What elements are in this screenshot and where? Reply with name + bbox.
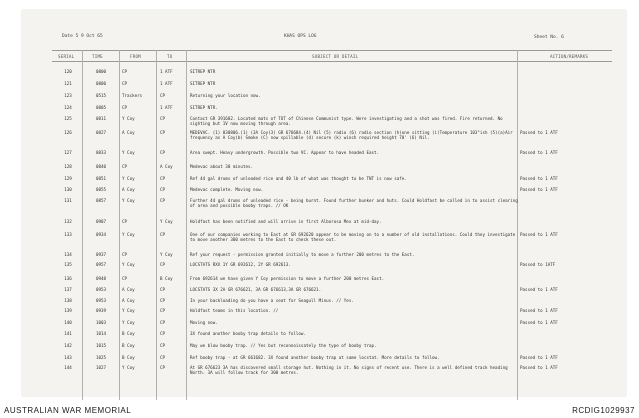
from-cell: Y Coy: [122, 198, 135, 203]
time-cell: 0855: [95, 187, 107, 192]
from-cell: B Coy: [122, 343, 135, 348]
detail-cell: MEDEVAC. (1) 030806.(1) (3A Coy(3) GR 676684.(4) Nil (5) radio (6) radio section (h)one sitting (i)Temperature 103°ish (5)(a)Air frequency as A Coy(b) Smoke (C) now spillable (d) secure (k) winch required height 70' (6) Nil.: [190, 130, 513, 141]
time-cell: 0907: [95, 219, 107, 224]
time-cell: 0827: [95, 130, 107, 135]
from-cell: Y Coy: [122, 262, 135, 267]
detail-cell: Ref your request - permission granted initially to move a further 200 metres to the East.: [190, 252, 415, 257]
action-cell: Passed to 1 ATF: [520, 320, 558, 325]
action-cell: Passed to 1ATF: [520, 262, 556, 267]
time-cell: 0937: [95, 252, 107, 257]
col-header-to: TO: [167, 54, 173, 59]
detail-cell: May we blow booby trap. // Yes but reconnoissately the type of booby trap.: [190, 343, 377, 348]
detail-cell: One of our companies working to East at GR 692620 appear to be moving on to a number of old installations. Could they investigate to move another 300 metres to the East to check these out.: [190, 232, 516, 243]
col-divider: [156, 50, 157, 400]
time-cell: 0811: [95, 116, 107, 121]
to-cell: Y Coy: [160, 252, 173, 257]
serial-cell: 134: [64, 252, 72, 257]
from-cell: CP: [122, 219, 128, 224]
time-cell: 1003: [95, 320, 107, 325]
to-cell: 1 ATF: [160, 69, 173, 74]
serial-cell: 144: [64, 365, 72, 370]
date-label: Date: [62, 34, 73, 39]
serial-cell: 135: [64, 262, 72, 267]
time-cell: 0957: [95, 262, 107, 267]
serial-cell: 120: [64, 69, 72, 74]
action-cell: Passed to 1 ATF: [520, 308, 558, 313]
to-cell: 1 ATF: [160, 105, 173, 110]
action-cell: Passed to 1 ATF: [520, 365, 558, 370]
serial-cell: 136: [64, 276, 72, 281]
from-cell: A Coy: [122, 130, 135, 135]
serial-cell: 139: [64, 308, 72, 313]
sheet-label: Sheet No.: [534, 35, 559, 40]
detail-cell: SITREP NTR: [190, 69, 216, 74]
col-header-subject: SUBJECT OR DETAIL: [312, 54, 359, 59]
from-cell: B Coy: [122, 355, 135, 360]
col-divider: [82, 50, 83, 400]
detail-cell: SITREP NTR: [190, 81, 216, 86]
footer-left: AUSTRALIAN WAR MEMORIAL: [4, 406, 132, 415]
serial-cell: 142: [64, 343, 72, 348]
time-cell: 0840: [95, 164, 107, 169]
time-cell: 0953: [95, 298, 107, 303]
detail-cell: Further 44 gal drums of unleaded rice - being burnt. Found further bunker and huts. Could Holdfast be called in to assist clearing of area and possible booby traps. // OK: [190, 198, 518, 209]
time-cell: 0857: [95, 198, 107, 203]
time-cell: 0833: [95, 150, 107, 155]
action-cell: Passed to 1 ATF: [520, 130, 558, 135]
date-value: 5 9 Oct 65: [75, 34, 103, 39]
serial-cell: 131: [64, 198, 72, 203]
to-cell: CP: [160, 287, 166, 292]
action-cell: Passed to 1 ATF: [520, 187, 558, 192]
serial-cell: 126: [64, 130, 72, 135]
to-cell: CP: [160, 262, 166, 267]
to-cell: Y Coy: [160, 219, 173, 224]
to-cell: CP: [160, 343, 166, 348]
to-cell: CP: [160, 331, 166, 336]
from-cell: CP: [122, 252, 128, 257]
detail-cell: Contact GR 391682. Located mats of TOT of Chinese Communist type. Were investigating and a shot was fired. Fire returned. No sighting but 1V now moving through area.: [190, 116, 503, 127]
detail-cell: 3X found another booby trap details to follow.: [190, 331, 306, 336]
detail-cell: In your backloading do you have a seat for Seagull Minus. // Yes.: [190, 298, 354, 303]
from-cell: CP: [122, 105, 128, 110]
time-cell: 0934: [95, 232, 107, 237]
serial-cell: 130: [64, 187, 72, 192]
to-cell: A Coy: [160, 164, 173, 169]
serial-cell: 137: [64, 287, 72, 292]
serial-cell: 133: [64, 232, 72, 237]
col-header-serial: SERIAL: [58, 54, 75, 59]
detail-cell: Holdfast has been notified and will arrive in first Alborosa Mex at mid-day.: [190, 219, 382, 224]
detail-cell: From 692614 we have given Y Coy permission to move a further 200 metres East.: [190, 276, 385, 281]
from-cell: Y Coy: [122, 176, 135, 181]
serial-cell: 141: [64, 331, 72, 336]
from-cell: Y Coy: [122, 232, 135, 237]
action-cell: Passed to 1 ATF: [520, 176, 558, 181]
detail-cell: Returning your location now.: [190, 93, 261, 98]
from-cell: Y Coy: [122, 365, 135, 370]
to-cell: CP: [160, 355, 166, 360]
from-cell: Trackers: [122, 93, 143, 98]
col-divider: [119, 50, 120, 400]
header-rule-top: [52, 50, 612, 51]
serial-cell: 132: [64, 219, 72, 224]
from-cell: Y Coy: [122, 116, 135, 121]
serial-cell: 138: [64, 298, 72, 303]
to-cell: CP: [160, 298, 166, 303]
detail-cell: Area swept. Heavy undergrowth. Possible two VC. Appear to have headed East.: [190, 150, 380, 155]
serial-cell: 123: [64, 93, 72, 98]
to-cell: CP: [160, 130, 166, 135]
from-cell: CP: [122, 164, 128, 169]
serial-cell: 128: [64, 164, 72, 169]
col-header-action: ACTION/REMARKS: [550, 54, 589, 59]
action-cell: Passed to 1 ATF: [520, 232, 558, 237]
serial-cell: 124: [64, 105, 72, 110]
col-header-from: FROM: [130, 54, 141, 59]
from-cell: CP: [122, 81, 128, 86]
serial-cell: 121: [64, 81, 72, 86]
to-cell: CP: [160, 308, 166, 313]
to-cell: CP: [160, 365, 166, 370]
to-cell: CP: [160, 198, 166, 203]
time-cell: 1027: [95, 365, 107, 370]
time-cell: 1015: [95, 343, 107, 348]
detail-cell: SITREP NTR.: [190, 105, 218, 110]
from-cell: CP: [122, 69, 128, 74]
time-cell: 1025: [95, 355, 107, 360]
time-cell: 0515: [95, 93, 107, 98]
from-cell: A Coy: [122, 287, 135, 292]
action-cell: Passed to 1 ATF: [520, 355, 558, 360]
serial-cell: 125: [64, 116, 72, 121]
action-cell: Passed to 1 ATF: [520, 150, 558, 155]
date-field: [62, 34, 103, 39]
time-cell: 0851: [95, 176, 107, 181]
from-cell: CP: [122, 276, 128, 281]
footer-right: RCDIG1029937: [572, 406, 635, 415]
time-cell: 0953: [95, 287, 107, 292]
from-cell: B Coy: [122, 331, 135, 336]
from-cell: Y Coy: [122, 320, 135, 325]
detail-cell: Holdfast teams in this location. //: [190, 308, 279, 313]
header-rule-bottom: [52, 61, 612, 62]
sheet-number: [534, 35, 564, 40]
time-cell: 0800: [95, 81, 107, 86]
col-divider: [186, 50, 187, 400]
detail-cell: Ref booby trap - at GR 661682. 3X found another booby trap at same locstat. More details to follow.: [190, 355, 440, 360]
from-cell: A Coy: [122, 298, 135, 303]
serial-cell: 129: [64, 176, 72, 181]
serial-cell: 127: [64, 150, 72, 155]
to-cell: 1 ATF: [160, 81, 173, 86]
to-cell: CP: [160, 116, 166, 121]
time-cell: 0805: [95, 105, 107, 110]
to-cell: CP: [160, 93, 166, 98]
time-cell: 0939: [95, 308, 107, 313]
detail-cell: Medevac about 30 minutes.: [190, 164, 254, 169]
detail-cell: Moving now.: [190, 320, 218, 325]
to-cell: CP: [160, 176, 166, 181]
time-cell: 0948: [95, 276, 107, 281]
detail-cell: Ref 44 gal drums of unleaded rice and 40 lb of what was thought to be TNT is now safe.: [190, 176, 407, 181]
sheet-value: 6: [561, 35, 564, 40]
to-cell: CP: [160, 232, 166, 237]
time-cell: 1014: [95, 331, 107, 336]
serial-cell: 140: [64, 320, 72, 325]
to-cell: CP: [160, 320, 166, 325]
detail-cell: Medevac complete. Moving now.: [190, 187, 264, 192]
from-cell: A Coy: [122, 187, 135, 192]
time-cell: 0800: [95, 69, 107, 74]
to-cell: CP: [160, 150, 166, 155]
to-cell: CP: [160, 187, 166, 192]
log-sheet: [22, 10, 626, 396]
to-cell: B Coy: [160, 276, 173, 281]
from-cell: Y Coy: [122, 150, 135, 155]
serial-cell: 143: [64, 355, 72, 360]
detail-cell: At GR 676623 3A has discovered small storage hut. Nothing in it. No signs of recent use. There is a well defined track heading North. 3A will follow track for 300 metres.: [190, 365, 508, 376]
col-header-time: TIME: [92, 54, 103, 59]
action-cell: Passed to 1 ATF: [520, 287, 558, 292]
log-title: KHAS OPS LOG: [284, 34, 317, 39]
from-cell: Y Coy: [122, 308, 135, 313]
detail-cell: LOCSTATS RXX 1Y GR 692612, 2Y GR 692613.: [190, 262, 291, 267]
detail-cell: LOCSTATS 3X 2A GR 676621, 3A GR 676613,3A GR 676621.: [190, 287, 322, 292]
